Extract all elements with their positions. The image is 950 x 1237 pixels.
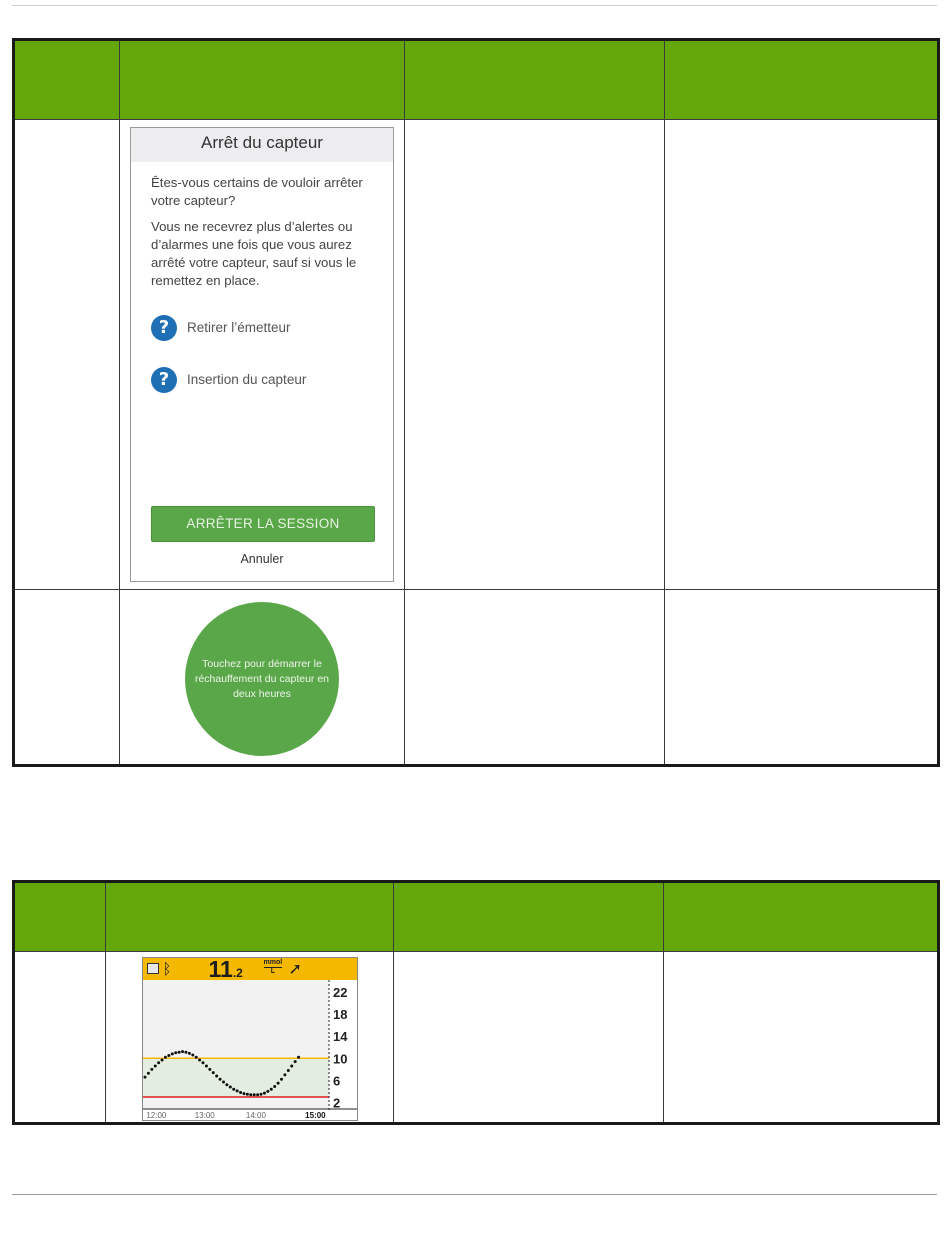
y-tick-label: 14 — [332, 1029, 347, 1045]
screen-title: Arrêt du capteur — [131, 128, 393, 162]
table-1-header-cell-4 — [665, 40, 939, 120]
glucose-point — [225, 1083, 228, 1086]
table-cell — [14, 590, 120, 766]
glucose-point — [187, 1052, 190, 1055]
table-cell — [120, 590, 405, 766]
glucose-point — [170, 1052, 173, 1055]
table-2-header-cell-2 — [106, 882, 394, 952]
question-circle-icon: ? — [151, 315, 177, 341]
help-item-sensor-insertion[interactable] — [151, 366, 373, 394]
pump-icon — [147, 963, 159, 974]
glucose-point — [208, 1068, 211, 1071]
glucose-point — [273, 1085, 276, 1088]
glucose-point — [160, 1058, 163, 1061]
table-cell — [120, 120, 405, 590]
glucose-point — [297, 1056, 300, 1059]
table-cell — [394, 952, 664, 1124]
bottom-rule — [12, 1194, 937, 1195]
x-tick-label: 14:00 — [245, 1111, 266, 1120]
glucose-point — [259, 1093, 262, 1096]
help-item-remove-transmitter[interactable] — [151, 314, 373, 342]
glucose-point — [198, 1058, 201, 1061]
glucose-point — [269, 1088, 272, 1091]
table-1-header-cell-1 — [14, 40, 120, 120]
x-tick-label: 12:00 — [145, 1111, 166, 1120]
x-tick-label: 15:00 — [304, 1111, 326, 1120]
glucose-point — [286, 1069, 289, 1072]
glucose-point — [290, 1065, 293, 1068]
glucose-point — [194, 1056, 197, 1059]
table-2-header-row — [14, 882, 939, 952]
confirm-question: Êtes-vous certains de vouloir arrêter votre capteur? — [151, 175, 363, 208]
glucose-point — [191, 1053, 194, 1056]
glucose-point — [153, 1065, 156, 1068]
glucose-point — [181, 1050, 184, 1053]
glucose-point — [249, 1093, 252, 1096]
glucose-point — [150, 1068, 153, 1071]
trend-arrow-icon: ➚ — [288, 959, 302, 978]
receiver-status-bar — [143, 958, 357, 980]
circle-text: Touchez pour démarrer le réchauffement du capteur en deux heures — [194, 657, 330, 700]
glucose-point — [211, 1071, 214, 1074]
start-warmup-circle-button[interactable] — [185, 602, 339, 756]
table-2-header-cell-4 — [664, 882, 939, 952]
glucose-value: 11.2 — [208, 956, 243, 982]
glucose-point — [266, 1090, 269, 1093]
stop-session-button[interactable]: ARRÊTER LA SESSION — [151, 506, 375, 542]
glucose-point — [239, 1091, 242, 1094]
glucose-point — [177, 1051, 180, 1054]
question-circle-icon: ? — [151, 367, 177, 393]
top-rule — [12, 5, 937, 6]
table-cell — [405, 120, 665, 590]
table-cell — [665, 120, 939, 590]
table-1-header-row — [14, 40, 939, 120]
glucose-point — [293, 1060, 296, 1063]
glucose-unit: mmol L — [263, 959, 283, 975]
glucose-point — [201, 1061, 204, 1064]
table-cell — [405, 590, 665, 766]
table-cell — [14, 952, 106, 1124]
table-2-header-cell-3 — [394, 882, 664, 952]
glucose-point — [252, 1093, 255, 1096]
glucose-point — [143, 1076, 146, 1079]
glucose-point — [256, 1093, 259, 1096]
glucose-point — [228, 1086, 231, 1089]
table-1 — [12, 38, 940, 767]
table-cell — [664, 952, 939, 1124]
glucose-point — [157, 1061, 160, 1064]
glucose-point — [280, 1078, 283, 1081]
trend-graph — [143, 958, 357, 1120]
stop-sensor-screen — [130, 127, 394, 582]
y-tick-label: 22 — [332, 985, 347, 1001]
glucose-point — [283, 1073, 286, 1076]
table-row — [14, 590, 939, 766]
glucose-point — [245, 1093, 248, 1096]
table-cell — [665, 590, 939, 766]
table-1-header-cell-2 — [120, 40, 405, 120]
x-tick-label: 13:00 — [194, 1111, 215, 1120]
table-cell — [14, 120, 120, 590]
cancel-link[interactable]: Annuler — [240, 552, 284, 566]
glucose-point — [174, 1051, 177, 1054]
glucose-point — [242, 1092, 245, 1095]
table-cell — [106, 952, 394, 1124]
alerts-warning: Vous ne recevrez plus d’alertes ou d’alarmes une fois que vous aurez arrêté votre capteur, sauf si vous le remettez en place. — [151, 219, 357, 288]
glucose-point — [167, 1054, 170, 1057]
table-row — [14, 120, 939, 590]
bluetooth-icon: ᛒ — [162, 960, 172, 978]
y-tick-label: 2 — [332, 1095, 340, 1111]
glucose-point — [235, 1089, 238, 1092]
glucose-point — [184, 1051, 187, 1054]
receiver-trend-screen — [142, 957, 358, 1121]
help-item-label: Retirer l’émetteur — [187, 320, 291, 335]
glucose-point — [221, 1081, 224, 1084]
table-2-header-cell-1 — [14, 882, 106, 952]
glucose-point — [232, 1088, 235, 1091]
glucose-point — [204, 1065, 207, 1068]
glucose-point — [146, 1072, 149, 1075]
y-tick-label: 18 — [332, 1007, 347, 1023]
glucose-point — [215, 1074, 218, 1077]
glucose-point — [163, 1056, 166, 1059]
glucose-point — [218, 1078, 221, 1081]
help-item-label: Insertion du capteur — [187, 372, 307, 387]
table-1-header-cell-3 — [405, 40, 665, 120]
glucose-point — [262, 1092, 265, 1095]
y-tick-label: 10 — [332, 1051, 347, 1067]
glucose-point — [276, 1082, 279, 1085]
table-row — [14, 952, 939, 1124]
y-tick-label: 6 — [332, 1073, 340, 1089]
table-2 — [12, 880, 940, 1125]
